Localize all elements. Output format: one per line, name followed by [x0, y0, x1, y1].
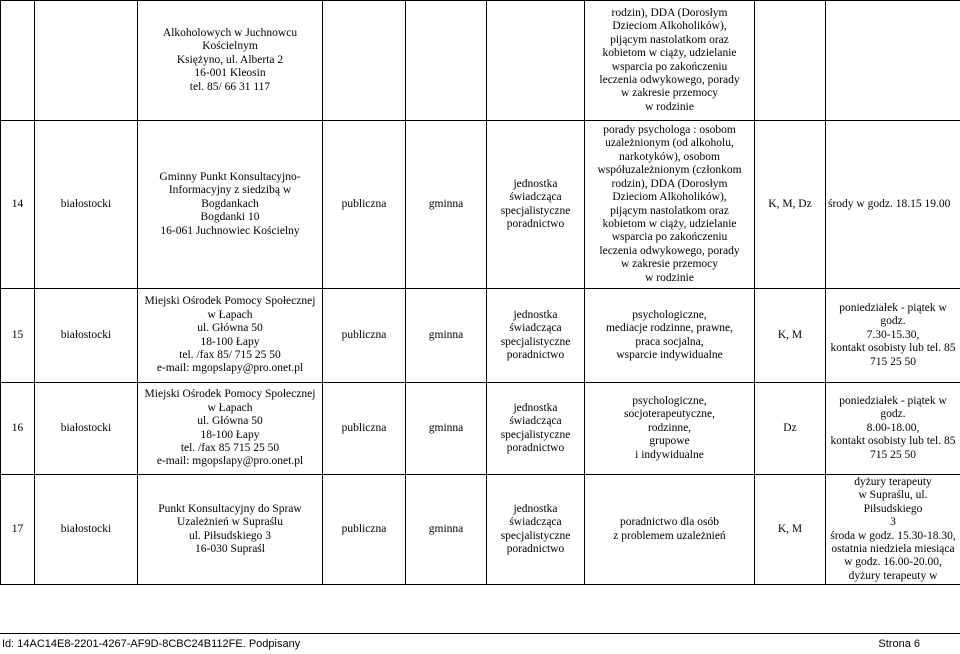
county-cell [35, 1, 138, 121]
row-number: 14 [1, 121, 35, 289]
institution-cell: Miejski Ośrodek Pomocy Społecznej w Łapach ul. Główna 50 18-100 Łapy tel. /fax 85 715 25 50 e-mail: mgopslapy@pro.onet.pl [138, 383, 323, 475]
services-cell: porady psychologa : osobom uzależnionym (od alkoholu, narkotyków), osobom współuzależnionym (członkom rodzin), DDA (Dorosłym Dzieciom Alkoholików), pijącym nastolatkom oraz kobietom w ciąży, udzielanie wsparcia po zakończeniu leczenia odwykowego, porady w zakresie przemocy w rodzinie [585, 121, 755, 289]
hours-cell: dyżury terapeuty w Supraślu, ul. Piłsudskiego 3 środa w godz. 15.30-18.30, ostatnia niedziela miesiąca w godz. 16.00-20.00, dyżury terapeuty w [826, 475, 960, 585]
entity-type-cell: publiczna [323, 383, 406, 475]
document-id: Id: 14AC14E8-2201-4267-AF9D-8CBC24B112FE. Podpisany [2, 638, 300, 650]
hours-cell: poniedziałek - piątek w godz. 7.30-15.30, kontakt osobisty lub tel. 85 715 25 50 [826, 289, 960, 383]
services-cell: psychologiczne, socjoterapeutyczne, rodzinne, grupowe i indywidualne [585, 383, 755, 475]
recipients-cell [755, 1, 826, 121]
institution-cell: Gminny Punkt Konsultacyjno- Informacyjny z siedzibą w Bogdankach Bogdanki 10 16-061 Juchnowiec Kościelny [138, 121, 323, 289]
institution-cell: Alkoholowych w Juchnowcu Kościelnym Księżyno, ul. Alberta 2 16-001 Kleosin tel. 85/ 66 31 117 [138, 1, 323, 121]
form-cell: jednostka świadcząca specjalistyczne poradnictwo [487, 475, 585, 585]
table-row [1, 289, 960, 383]
table-row [1, 121, 960, 289]
row-number [1, 1, 35, 121]
recipients-cell: K, M [755, 289, 826, 383]
scope-cell: gminna [406, 475, 487, 585]
table-row [1, 383, 960, 475]
entity-type-cell: publiczna [323, 475, 406, 585]
services-cell: rodzin), DDA (Dorosłym Dzieciom Alkoholików), pijącym nastolatkom oraz kobietom w ciąży, udzielanie wsparcia po zakończeniu leczenia odwykowego, porady w zakresie przemocy w rodzinie [585, 1, 755, 121]
hours-cell [826, 1, 960, 121]
county-cell: białostocki [35, 121, 138, 289]
row-number: 16 [1, 383, 35, 475]
recipients-cell: K, M [755, 475, 826, 585]
entity-type-cell: publiczna [323, 289, 406, 383]
table-row [1, 475, 960, 585]
scope-cell: gminna [406, 383, 487, 475]
county-cell: białostocki [35, 289, 138, 383]
entity-type-cell: publiczna [323, 121, 406, 289]
services-cell: psychologiczne, mediacje rodzinne, prawne, praca socjalna, wsparcie indywidualne [585, 289, 755, 383]
scope-cell [406, 1, 487, 121]
row-number: 15 [1, 289, 35, 383]
form-cell [487, 1, 585, 121]
county-cell: białostocki [35, 475, 138, 585]
institution-cell: Punkt Konsultacyjny do Spraw Uzależnień w Supraślu ul. Piłsudskiego 3 16-030 Supraśl [138, 475, 323, 585]
recipients-cell: K, M, Dz [755, 121, 826, 289]
form-cell: jednostka świadcząca specjalistyczne poradnictwo [487, 289, 585, 383]
table-row [1, 1, 960, 121]
scope-cell: gminna [406, 121, 487, 289]
page-footer [0, 633, 960, 654]
hours-cell: środy w godz. 18.15 19.00 [826, 121, 960, 289]
form-cell: jednostka świadcząca specjalistyczne poradnictwo [487, 383, 585, 475]
page-number: Strona 6 [878, 638, 920, 650]
scope-cell: gminna [406, 289, 487, 383]
institution-cell: Miejski Ośrodek Pomocy Społecznej w Łapach ul. Główna 50 18-100 Łapy tel. /fax 85/ 715 25 50 e-mail: mgopslapy@pro.onet.pl [138, 289, 323, 383]
county-cell: białostocki [35, 383, 138, 475]
row-number: 17 [1, 475, 35, 585]
services-cell: poradnictwo dla osób z problemem uzależnień [585, 475, 755, 585]
entity-type-cell [323, 1, 406, 121]
recipients-cell: Dz [755, 383, 826, 475]
form-cell: jednostka świadcząca specjalistyczne poradnictwo [487, 121, 585, 289]
hours-cell: poniedziałek - piątek w godz. 8.00-18.00, kontakt osobisty lub tel. 85 715 25 50 [826, 383, 960, 475]
